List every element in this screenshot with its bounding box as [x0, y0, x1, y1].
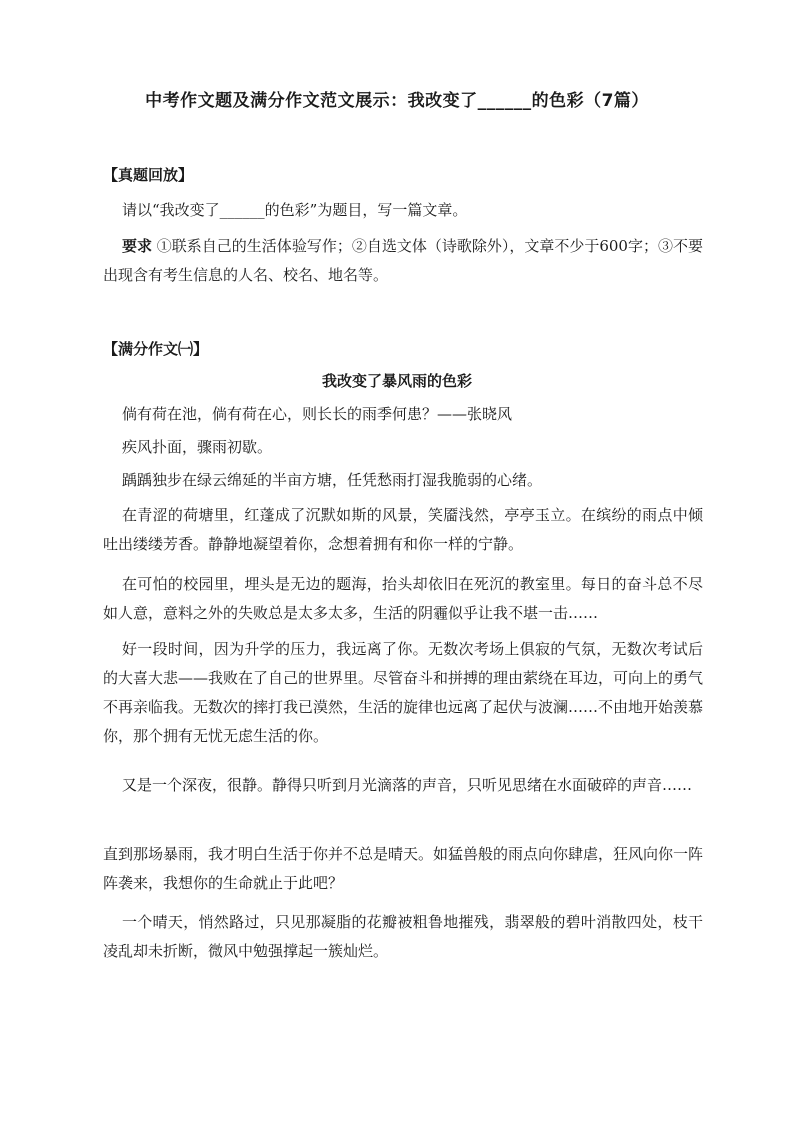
section-heading-question: 【真题回放】: [103, 166, 194, 184]
essay-paragraph: 疾风扑面，骤雨初歇。: [122, 438, 273, 456]
essay-paragraph: 倘有荷在池，倘有荷在心，则长长的雨季何患？——张晓风: [122, 405, 513, 423]
essay-paragraph: 好一段时间，因为升学的压力，我远离了你。无数次考场上俱寂的气氛，无数次考试后的大喜大悲——我败在了自己的世界里。尽管奋斗和拼搏的理由萦绕在耳边，可向上的勇气不再亲临我。无数次的摔打我已漠然，生活的旋律也远离了起伏与波澜……不由地开始羡慕你，那个拥有无忧无虑生活的你。: [103, 640, 704, 745]
question-requirements: [103, 232, 703, 290]
document-title: 中考作文题及满分作文范文展示：我改变了______的色彩（7篇）: [145, 91, 649, 111]
section-heading-essay: 【满分作文㈠】: [103, 340, 209, 358]
requirement-label: 要求: [122, 237, 153, 255]
essay-paragraph: 在可怕的校园里，埋头是无边的题海，抬头却依旧在死沉的教室里。每日的奋斗总不尽如人意，意料之外的失败总是太多太多，生活的阴霾似乎让我不堪一击……: [103, 575, 703, 622]
essay-paragraph: 又是一个深夜，很静。静得只听到月光滴落的声音，只听见思绪在水面破碎的声音……: [122, 776, 693, 794]
essay-paragraph: 一个晴天，悄然路过，只见那凝脂的花瓣被粗鲁地摧残，翡翠般的碧叶消散四处，枝干凌乱却未折断，微风中勉强撑起一簇灿烂。: [103, 913, 703, 960]
essay-paragraph: 在青涩的荷塘里，红蓬成了沉默如斯的风景，笑靥浅然，亭亭玉立。在缤纷的雨点中倾吐出缕缕芳香。静静地凝望着你，念想着拥有和你一样的宁静。: [103, 506, 703, 553]
essay-paragraph: 直到那场暴雨，我才明白生活于你并不总是晴天。如猛兽般的雨点向你肆虐，狂风向你一阵阵袭来，我想你的生命就止于此吧？: [103, 845, 704, 892]
essay-paragraph: 踽踽独步在绿云绵延的半亩方塘，任凭愁雨打湿我脆弱的心绪。: [122, 471, 543, 489]
essay-title: 我改变了暴风雨的色彩: [321, 372, 472, 390]
requirement-text: ①联系自己的生活体验写作；②自选文体（诗歌除外），文章不少于600字；③不要出现含有考生信息的人名、校名、地名等。: [103, 237, 703, 284]
question-prompt: 请以“我改变了______的色彩”为题目，写一篇文章。: [122, 201, 468, 219]
